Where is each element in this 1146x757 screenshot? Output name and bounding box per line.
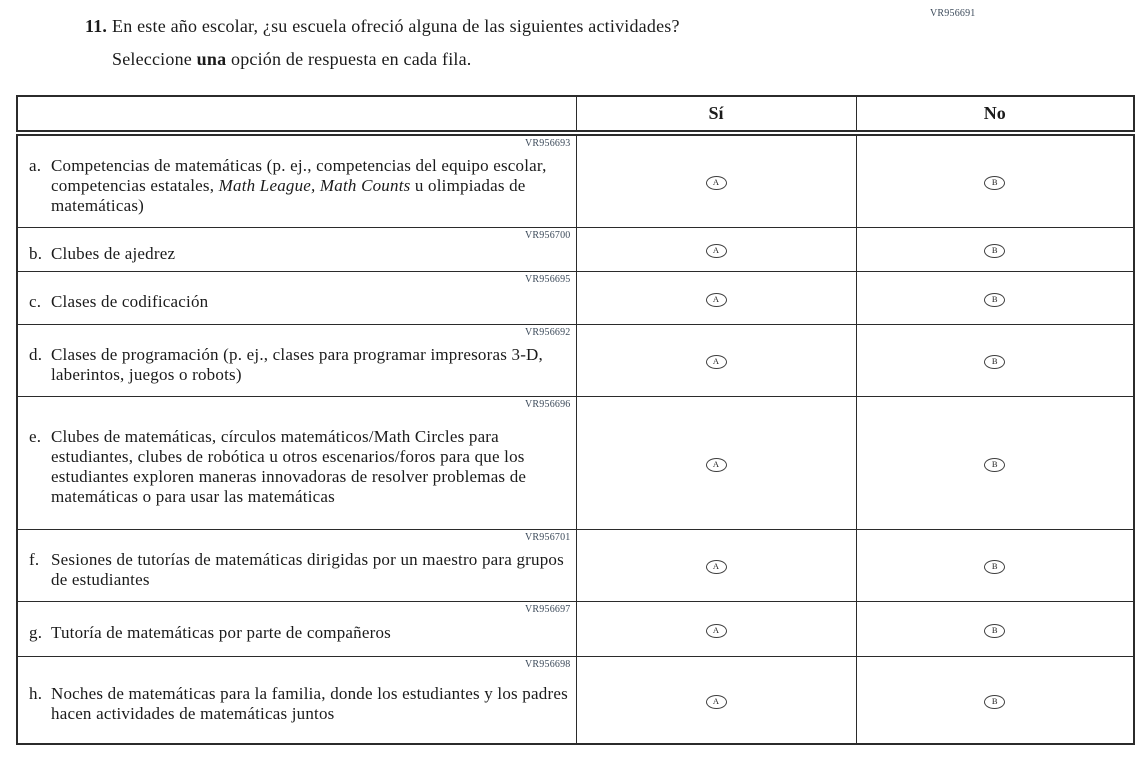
yes-option-cell xyxy=(576,271,856,324)
activity-text xyxy=(18,413,576,512)
header-item-column xyxy=(17,96,576,133)
activity-cell xyxy=(17,324,576,396)
activity-letter: g. xyxy=(29,623,43,642)
table-row xyxy=(17,133,1134,227)
no-answer-bubble[interactable]: B xyxy=(984,624,1005,638)
activity-letter: b. xyxy=(29,243,43,263)
yes-option-cell xyxy=(576,601,856,656)
activity-text xyxy=(18,278,576,317)
activity-cell xyxy=(17,227,576,271)
instruction-post: opción de respuesta en cada fila. xyxy=(226,49,472,69)
question-text: En este año escolar, ¿su escuela ofreció alguna de las siguientes actividades? xyxy=(112,16,680,36)
yes-answer-bubble[interactable]: A xyxy=(706,355,727,369)
question-var-code: VR956691 xyxy=(930,8,976,19)
row-var-code: VR956701 xyxy=(525,531,571,543)
yes-answer-bubble[interactable]: A xyxy=(706,560,727,574)
activity-text-italic: Math League, Math Counts xyxy=(218,175,411,195)
table-row xyxy=(17,324,1134,396)
no-option-cell xyxy=(856,324,1134,396)
activity-cell xyxy=(17,529,576,601)
header-row xyxy=(17,96,1134,133)
no-option-cell xyxy=(856,529,1134,601)
activity-rows xyxy=(17,133,1134,744)
activity-text-segment: Noches de matemáticas para la familia, donde los estudiantes y los padres hacen actividades de matemáticas juntos xyxy=(51,684,568,724)
no-option-cell xyxy=(856,656,1134,744)
no-option-cell xyxy=(856,271,1134,324)
activity-text-segment: Tutoría de matemáticas por parte de compañeros xyxy=(51,623,391,642)
yes-option-cell xyxy=(576,656,856,744)
no-answer-bubble[interactable]: B xyxy=(984,176,1005,190)
yes-option-cell xyxy=(576,529,856,601)
activity-letter: e. xyxy=(29,427,42,446)
row-var-code: VR956695 xyxy=(525,273,571,285)
activity-text xyxy=(18,331,576,390)
activity-text-segment: Competencias de matemáticas (p. ej., competencias del equipo escolar, competencias estatales, xyxy=(51,155,547,195)
yes-answer-bubble[interactable]: A xyxy=(706,695,727,709)
activity-text-segment: u olimpiadas de matemáticas) xyxy=(51,175,526,215)
activity-text xyxy=(18,142,576,221)
table-row xyxy=(17,656,1134,744)
no-option-cell xyxy=(856,133,1134,227)
activity-text xyxy=(18,670,576,729)
yes-option-cell xyxy=(576,324,856,396)
row-var-code: VR956698 xyxy=(525,658,571,670)
table-row xyxy=(17,227,1134,271)
no-option-cell xyxy=(856,396,1134,529)
yes-option-cell xyxy=(576,396,856,529)
instruction-pre: Seleccione xyxy=(112,49,197,69)
header-yes: Sí xyxy=(576,96,856,133)
table-row xyxy=(17,601,1134,656)
activity-letter: d. xyxy=(29,344,43,364)
table-row xyxy=(17,271,1134,324)
activity-text xyxy=(18,609,576,648)
header-no: No xyxy=(856,96,1134,133)
activity-text-segment: Clubes de ajedrez xyxy=(51,243,176,263)
row-var-code: VR956692 xyxy=(525,326,571,338)
yes-answer-bubble[interactable]: A xyxy=(706,244,727,258)
activities-table xyxy=(16,95,1135,745)
activity-text-segment: Clubes de matemáticas, círculos matemáticos/Math Circles para estudiantes, clubes de robótica u otros escenarios/foros para que los estudiantes exploren maneras innovadoras de resolver problemas de matemáticas o para usar las matemáticas xyxy=(51,427,527,506)
activity-cell xyxy=(17,271,576,324)
yes-option-cell xyxy=(576,133,856,227)
table-row xyxy=(17,529,1134,601)
yes-answer-bubble[interactable]: A xyxy=(706,176,727,190)
no-answer-bubble[interactable]: B xyxy=(984,458,1005,472)
activity-letter: a. xyxy=(29,155,42,175)
no-option-cell xyxy=(856,601,1134,656)
yes-answer-bubble[interactable]: A xyxy=(706,458,727,472)
activity-text-segment: Sesiones de tutorías de matemáticas dirigidas por un maestro para grupos de estudiantes xyxy=(51,549,564,589)
activity-cell xyxy=(17,133,576,227)
no-option-cell xyxy=(856,227,1134,271)
activity-letter: c. xyxy=(29,292,42,311)
activity-text xyxy=(18,230,576,269)
no-answer-bubble[interactable]: B xyxy=(984,244,1005,258)
no-answer-bubble[interactable]: B xyxy=(984,355,1005,369)
no-answer-bubble[interactable]: B xyxy=(984,695,1005,709)
activity-text-segment: Clases de programación (p. ej., clases para programar impresoras 3-D, laberintos, juegos o robots) xyxy=(51,344,543,384)
yes-answer-bubble[interactable]: A xyxy=(706,624,727,638)
question-instruction xyxy=(112,49,472,70)
activity-letter: f. xyxy=(29,549,40,569)
activity-cell xyxy=(17,656,576,744)
row-var-code: VR956696 xyxy=(525,398,571,410)
activity-text xyxy=(18,536,576,595)
table-row xyxy=(17,396,1134,529)
no-answer-bubble[interactable]: B xyxy=(984,293,1005,307)
question-number: 11. xyxy=(85,16,108,36)
activity-cell xyxy=(17,396,576,529)
yes-option-cell xyxy=(576,227,856,271)
row-var-code: VR956700 xyxy=(525,229,571,241)
no-answer-bubble[interactable]: B xyxy=(984,560,1005,574)
yes-answer-bubble[interactable]: A xyxy=(706,293,727,307)
activity-text-segment: Clases de codificación xyxy=(51,292,209,311)
activity-letter: h. xyxy=(29,684,43,704)
question-line xyxy=(85,16,1025,37)
activity-cell xyxy=(17,601,576,656)
row-var-code: VR956697 xyxy=(525,603,571,615)
row-var-code: VR956693 xyxy=(525,138,571,149)
instruction-bold: una xyxy=(196,49,227,69)
